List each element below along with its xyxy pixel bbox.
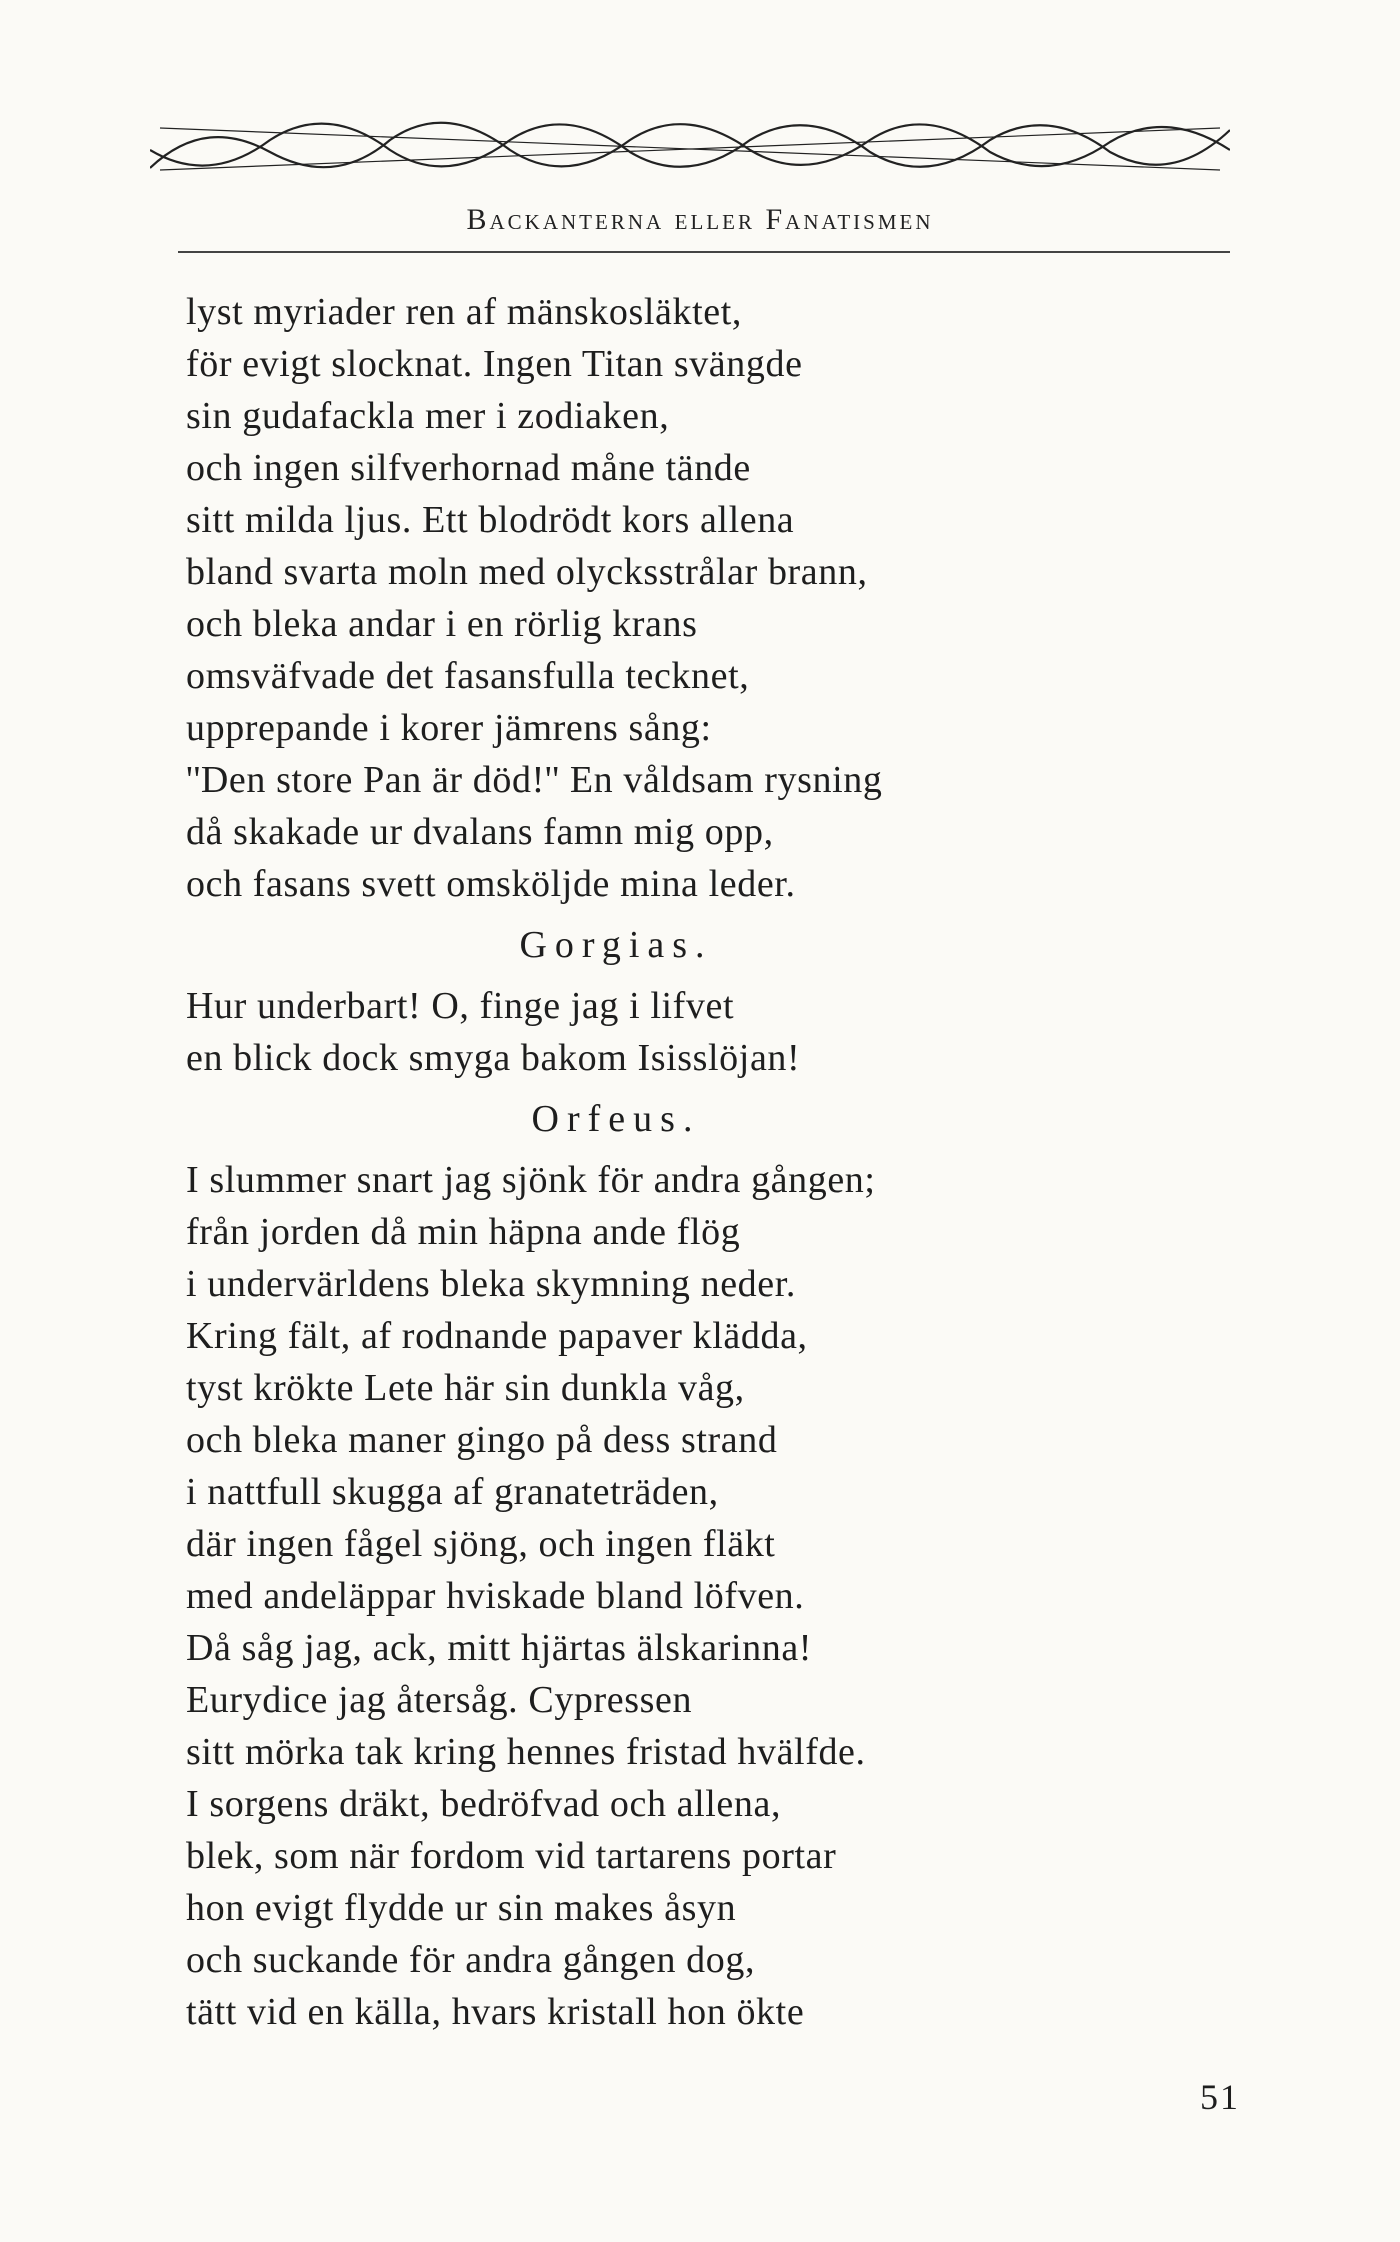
page-number: 51 xyxy=(1200,2077,1240,2117)
verse-line: och fasans svett omsköljde mina leder. xyxy=(186,863,796,905)
decorative-border-ornament xyxy=(150,110,1230,180)
verse-line: lyst myriader ren af mänskosläktet, xyxy=(186,291,743,333)
verse-line: från jorden då min häpna ande flög xyxy=(186,1211,741,1253)
verse-line: sitt milda ljus. Ett blodrödt kors allena xyxy=(186,499,795,541)
verse-line: och bleka maner gingo på dess strand xyxy=(186,1419,778,1461)
verse-line: sitt mörka tak kring hennes fristad hvälfde. xyxy=(186,1731,866,1773)
verse-line: med andeläppar hviskade bland löfven. xyxy=(186,1575,805,1617)
verse-line: i undervärldens bleka skymning neder. xyxy=(186,1263,796,1305)
verse-line: omsväfvade det fasansfulla tecknet, xyxy=(186,655,750,697)
verse-line: I slummer snart jag sjönk för andra gången; xyxy=(186,1159,876,1201)
verse-line: Då såg jag, ack, mitt hjärtas älskarinna! xyxy=(186,1627,813,1669)
verse-line: ''Den store Pan är död!'' En våldsam rysning xyxy=(186,759,883,801)
running-header: Backanterna eller Fanatismen xyxy=(466,203,934,236)
verse-line: och suckande för andra gången dog, xyxy=(186,1939,756,1981)
verse-line: hon evigt flydde ur sin makes åsyn xyxy=(186,1887,737,1929)
verse-line: tätt vid en källa, hvars kristall hon ökte xyxy=(186,1991,805,2033)
verse-line: och bleka andar i en rörlig krans xyxy=(186,603,698,645)
verse-line: för evigt slocknat. Ingen Titan svängde xyxy=(186,343,803,385)
verse-line: Eurydice jag återsåg. Cypressen xyxy=(186,1679,693,1721)
verse-line: och ingen silfverhornad måne tände xyxy=(186,447,751,489)
verse-line: bland svarta moln med olycksstrålar brann, xyxy=(186,551,868,593)
verse-line: upprepande i korer jämrens sång: xyxy=(186,707,712,749)
speaker-name-orfeus: Orfeus. xyxy=(531,1098,701,1140)
verse-line: Kring fält, af rodnande papaver klädda, xyxy=(186,1315,808,1357)
verse-line: då skakade ur dvalans famn mig opp, xyxy=(186,811,774,853)
header-rule xyxy=(178,251,1230,253)
verse-line: en blick dock smyga bakom Isisslöjan! xyxy=(186,1037,801,1079)
verse-line: Hur underbart! O, finge jag i lifvet xyxy=(186,985,735,1027)
speaker-name-gorgias: Gorgias. xyxy=(519,924,713,966)
verse-line: tyst krökte Lete här sin dunkla våg, xyxy=(186,1367,745,1409)
verse-line: i nattfull skugga af granateträden, xyxy=(186,1471,719,1513)
verse-line: sin gudafackla mer i zodiaken, xyxy=(186,395,670,437)
verse-line: där ingen fågel sjöng, och ingen fläkt xyxy=(186,1523,776,1565)
verse-line: blek, som när fordom vid tartarens portar xyxy=(186,1835,837,1877)
poem-text xyxy=(186,286,1246,2038)
verse-line: I sorgens dräkt, bedröfvad och allena, xyxy=(186,1783,782,1825)
